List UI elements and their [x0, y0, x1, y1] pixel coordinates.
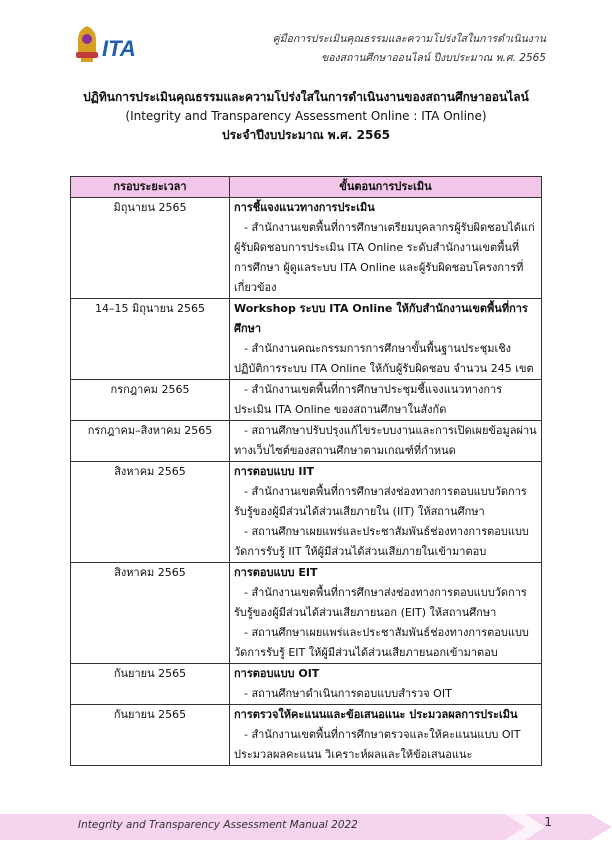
column-header-period: กรอบระยะเวลา [71, 177, 230, 198]
steps-cell [230, 462, 542, 563]
document-title [70, 88, 542, 145]
step-heading: Workshop ระบบ ITA Online ให้กับสำนักงานเขตพื้นที่การศึกษา [234, 302, 528, 335]
header-line-2: ของสถานศึกษาออนไลน์ ปีงบประมาณ พ.ศ. 2565 [321, 52, 546, 64]
header-caption [273, 30, 546, 68]
table-header-row [71, 177, 542, 198]
step-item: - สถานศึกษาเผยแพร่และประชาสัมพันธ์ช่องทางการตอบแบบวัดการรับรู้ IIT ให้ผู้มีส่วนได้ส่วนเสียภายในเข้ามาตอบ [234, 525, 529, 558]
title-line-1: ปฏิทินการประเมินคุณธรรมและความโปร่งใสในการดำเนินงานของสถานศึกษาออนไลน์ [83, 90, 529, 104]
period-cell: กรกฎาคม 2565 [71, 380, 230, 421]
steps-cell [230, 198, 542, 299]
header-line-1: คู่มือการประเมินคุณธรรมและความโปร่งใสในการดำเนินงาน [272, 33, 546, 45]
table-row [71, 380, 542, 421]
step-item: - สถานศึกษาดำเนินการตอบแบบสำรวจ OIT [244, 687, 452, 700]
table-row [71, 462, 542, 563]
steps-cell [230, 299, 542, 380]
step-item: - สำนักงานคณะกรรมการการศึกษาขั้นพื้นฐานประชุมเชิงปฏิบัติการระบบ ITA Online ให้กับผู้รับผิดชอบ จำนวน 245 เขต [234, 342, 534, 375]
emblem-icon [76, 26, 98, 62]
page-number: 1 [544, 815, 552, 829]
step-item: - สำนักงานเขตพื้นที่การศึกษาประชุมชี้แจงแนวทางการประเมิน ITA Online ของสถานศึกษาในสังกัด [234, 383, 503, 416]
period-cell: สิงหาคม 2565 [71, 462, 230, 563]
step-heading: การตอบแบบ IIT [234, 465, 315, 478]
period-cell: กันยายน 2565 [71, 664, 230, 705]
period-cell: มิถุนายน 2565 [71, 198, 230, 299]
step-item: - สำนักงานเขตพื้นที่การศึกษาส่งช่องทางการตอบแบบวัดการรับรู้ของผู้มีส่วนได้ส่วนเสียภายใน (IIT) ให้สถานศึกษา [234, 485, 527, 518]
period-cell: สิงหาคม 2565 [71, 563, 230, 664]
step-item: - สถานศึกษาเผยแพร่และประชาสัมพันธ์ช่องทางการตอบแบบวัดการรับรู้ EIT ให้ผู้มีส่วนได้ส่วนเสียภายนอกเข้ามาตอบ [234, 626, 529, 659]
step-heading: การตอบแบบ EIT [234, 566, 318, 579]
table-row [71, 299, 542, 380]
period-cell: กรกฎาคม–สิงหาคม 2565 [71, 421, 230, 462]
table-row [71, 421, 542, 462]
title-line-3: ประจำปีงบประมาณ พ.ศ. 2565 [221, 128, 391, 142]
steps-cell [230, 380, 542, 421]
table-row [71, 664, 542, 705]
table-row [71, 705, 542, 766]
title-line-2: (Integrity and Transparency Assessment Online : ITA Online) [125, 109, 487, 123]
steps-cell [230, 705, 542, 766]
footer-text: Integrity and Transparency Assessment Manual 2022 [78, 819, 358, 831]
schedule-table [70, 176, 542, 766]
step-heading: การตรวจให้คะแนนและข้อเสนอแนะ ประมวลผลการประเมิน [234, 708, 518, 721]
steps-cell [230, 664, 542, 705]
logo-text: ITA [102, 36, 136, 61]
step-item: - สถานศึกษาปรับปรุงแก้ไขระบบงานและการเปิดเผยข้อมูลผ่านทางเว็บไซต์ของสถานศึกษาตามเกณฑ์ที่กำหนด [234, 424, 537, 457]
table-row [71, 563, 542, 664]
step-heading: การตอบแบบ OIT [234, 667, 320, 680]
period-cell: กันยายน 2565 [71, 705, 230, 766]
steps-cell [230, 563, 542, 664]
table-body [71, 198, 542, 766]
step-item: - สำนักงานเขตพื้นที่การศึกษาตรวจและให้คะแนนแบบ OIT ประมวลผลคะแนน วิเคราะห์ผลและให้ข้อเสนอแนะ [234, 728, 521, 761]
table-row [71, 198, 542, 299]
ita-logo [70, 22, 160, 68]
period-cell: 14–15 มิถุนายน 2565 [71, 299, 230, 380]
step-item: - สำนักงานเขตพื้นที่การศึกษาเตรียมบุคลากรผู้รับผิดชอบได้แก่ ผู้รับผิดชอบการประเมิน ITA Online ระดับสำนักงานเขตพื้นที่การศึกษา ผู้ดูแลระบบ ITA Online และผู้รับผิดชอบโครงการที่เกี่ยวข้อง [234, 221, 535, 294]
step-item: - สำนักงานเขตพื้นที่การศึกษาส่งช่องทางการตอบแบบวัดการรับรู้ของผู้มีส่วนได้ส่วนเสียภายนอก (EIT) ให้สถานศึกษา [234, 586, 527, 619]
step-heading: การชี้แจงแนวทางการประเมิน [234, 201, 375, 214]
column-header-steps: ขั้นตอนการประเมิน [230, 177, 542, 198]
steps-cell [230, 421, 542, 462]
